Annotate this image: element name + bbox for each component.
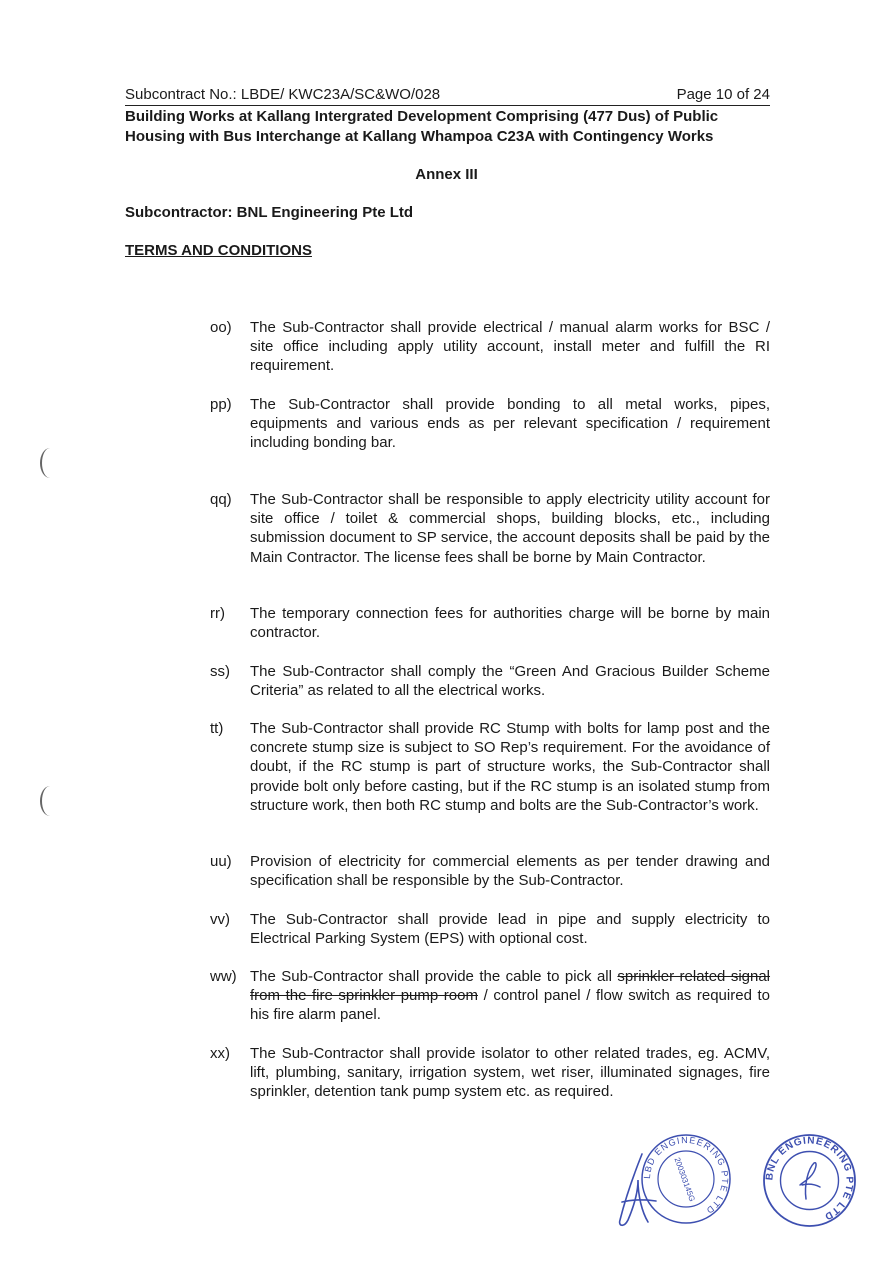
clause-text: The Sub-Contractor shall provide electrical / manual alarm works for BSC / site office including apply utility account, install meter and fulfill the RI requirement. — [250, 319, 770, 375]
clause-label: qq) — [210, 491, 232, 508]
clause-label: pp) — [210, 396, 232, 413]
clause-xx — [210, 1044, 770, 1102]
clause-rr — [210, 604, 770, 642]
stamp-registration: 200303145G — [672, 1156, 697, 1203]
clause-text: The Sub-Contractor shall provide isolator to other related trades, eg. ACMV, lift, plumbing, sanitary, irrigation system, wet riser, illuminated signages, fire sprinkler, detention tank pump system etc. as required. — [250, 1045, 770, 1101]
clause-label: rr) — [210, 605, 225, 622]
company-stamp-lbd — [640, 1133, 732, 1225]
clause-text-part: / control panel / flow switch as required to his fire alarm panel. — [250, 987, 771, 1024]
clause-text: The Sub-Contractor shall provide RC Stump with bolts for lamp post and the concrete stump size is subject to SO Rep’s requirement. For the avoidance of doubt, if the RC stump is part of structure works, the Sub-Contractor shall provide bolt only before casting, but if the RC stump is an isolated stump from structure work, then both RC stump and bolts are the Sub-Contractor’s work. — [250, 720, 770, 814]
clause-label: ww) — [210, 968, 237, 985]
clause-text — [250, 967, 770, 1025]
clause-label: tt) — [210, 720, 224, 737]
project-title: Building Works at Kallang Intergrated Development Comprising (477 Dus) of Public Housing with Bus Interchange at Kallang Whampoa C23A with Contingency Works — [125, 108, 719, 145]
page-number: Page 10 of 24 — [676, 86, 770, 103]
clause-vv — [210, 910, 770, 948]
clause-ww — [210, 967, 770, 1025]
subcontract-number: Subcontract No.: LBDE/ KWC23A/SC&WO/028 — [125, 86, 441, 103]
punch-hole-mark — [40, 786, 60, 816]
clause-label: xx) — [210, 1045, 230, 1062]
stamp-signature — [800, 1163, 820, 1199]
clause-tt — [210, 719, 770, 815]
clause-label: uu) — [210, 853, 232, 870]
clause-text: The temporary connection fees for authorities charge will be borne by main contractor. — [250, 605, 770, 642]
clause-pp — [210, 395, 770, 453]
clause-text: Provision of electricity for commercial elements as per tender drawing and specification shall be responsible by the Sub-Contractor. — [250, 853, 770, 890]
company-stamp-bnl — [762, 1133, 857, 1228]
clause-text: The Sub-Contractor shall comply the “Green And Gracious Builder Scheme Criteria” as related to all the electrical works. — [250, 663, 770, 700]
clause-oo — [210, 318, 770, 376]
punch-hole-mark — [40, 448, 60, 478]
stamp-text: BNL ENGINEERING PTE LTD — [764, 1135, 855, 1223]
clause-label: vv) — [210, 911, 230, 928]
clause-text: The Sub-Contractor shall be responsible to apply electricity utility account for site office / toilet & commercial shops, building blocks, etc., including submission document to SP service, the account deposits shall be paid by the Main Contractor. The license fees shall be borne by Main Contractor. — [250, 491, 770, 566]
clause-text-part: The Sub-Contractor shall provide the cable to pick all — [250, 968, 618, 985]
clause-text: The Sub-Contractor shall provide lead in pipe and supply electricity to Electrical Parking System (EPS) with optional cost. — [250, 911, 770, 948]
struck-text: sprinkler related signal from the fire sprinkler pump room — [250, 968, 771, 1005]
clause-uu — [210, 852, 770, 890]
subcontractor-name: Subcontractor: BNL Engineering Pte Ltd — [125, 204, 414, 221]
stamp-text: LBD ENGINEERING PTE LTD — [641, 1134, 731, 1217]
clause-label: oo) — [210, 319, 232, 336]
annex-label: Annex III — [415, 166, 478, 183]
section-heading: TERMS AND CONDITIONS — [125, 242, 312, 259]
clause-ss — [210, 662, 770, 700]
clause-label: ss) — [210, 663, 230, 680]
page-header — [125, 86, 770, 106]
clause-qq — [210, 490, 770, 567]
clause-text: The Sub-Contractor shall provide bonding to all metal works, pipes, equipments and various ends as per relevant specification / requirement including bonding bar. — [250, 396, 770, 452]
